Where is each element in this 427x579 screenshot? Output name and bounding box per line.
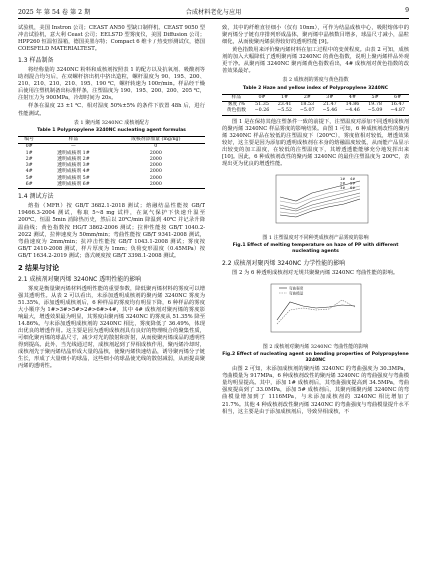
- fig2-legend-label: 弯曲强度: [288, 285, 303, 290]
- conditioning-paragraph: 样条在温度 23 ±1 ℃、相对湿度 50%±5% 的条件下放置 48h 后，进行性能测试。: [18, 103, 205, 117]
- fig1-series-line: [280, 186, 360, 204]
- transparency-paragraph: 雾度是衡量聚丙烯材料透明性能的重要参数，降低聚丙烯材料的雾度可以增强其透明性。从表 2 可以看出，未添加透明成核剂的聚丙烯 3240NC 雾度为 51.35%，添加透明成核剂后，6 种样品的雾度均有明显下降，6 种样品的雾度大小顺序为 1#>3#>5#>2#>6#>4#，其中 4# 成核剂对聚丙烯的雾度影响最大，增透效果最为明显，其雾度由聚丙烯 3240NC 的雾度从 51.35% 降至 14.86%。与未添加透明成核剂的 3240NC 相比，雾度降低了 36.49%，体现出优良的增透作用。这主要是因为透明成核剂具有良好的物理吸合的聚集性质，可细化聚丙烯的球晶尺寸，减少对光的散射和折射，从而使聚丙烯成品的透明性得到提高。此外，当光线通过时，成核剂起到了异相成核作用，聚丙烯冷却时，成核剂先于聚丙烯结晶形成大量的晶核，使聚丙烯快速结晶，诱导聚丙烯分子链生长，形成了大量细小的球晶，这些细小的球晶使光线的散射减弱，从而提高聚丙烯的透明性。: [18, 285, 205, 370]
- fig1-discussion-paragraph: 图 1 是在保持其他注塑条件一致的前提下，注塑温度对添加不同透明成核剂的聚丙烯 3240NC 样品雾度的影响结果。由图 1 可知，6 种成核剂改性的聚丙烯 3240NC 样品在较低的注塑温度下（200℃），雾度值相对较低，增透效果较好，这主要是因为添加的透明成核剂在本身的熔融温度较低，从而能产品显示出较变的加工温度，在较低的注塑温度下，其增透透能能够充分地发挥出来 [10]。因此，6 种成核剂改性的聚丙烯 3240NC 的最佳注塑温度为 200℃，表现出更为优良的增透性能。: [222, 118, 409, 167]
- fig2-bending-strength-line: [277, 302, 355, 320]
- table2-haze-yellow: 样品 0# 1# 2# 3# 4# 5# 6# 雾度 /% 51.35 23.41 18.53 21.47 14.86 19.78 16.47 黄色指数 −0.26 −5.52 −5.07 −5.46 −4.46 −5.09 −4.87: [222, 94, 409, 116]
- fig1-legend-label: 6#: [349, 185, 355, 190]
- table-row: 4# 透明成核剂 4# 2000: [25, 169, 162, 175]
- fig2-caption-cn: 图 2 成核剂对聚丙烯 3240NC 弯曲性能的影响: [262, 343, 369, 350]
- table-row: 2# 透明成核剂 2# 2000: [25, 156, 162, 162]
- continued-paragraph: 致，其中的纤维直径细小（仅有 10nm），可作为结晶成核中心，吸附熔体中的聚丙烯分子链有序排列形成晶体，聚丙烯中晶核数目增多，球晶尺寸减小，晶粒细化，从而使聚丙烯获得较好的透明性能 [9]。: [222, 25, 409, 46]
- sample-prep-paragraph: 将经称量的 3240NC 粉料和成核剂按照表 1 的配方以及抗氧剂、吸酸剂等助剂混合均匀后，在双螺杆挤出机中挤出造粒，螺杆温度为 90、195、200、210、210、210、210、195、190 ℃，螺杆转速为 100r/min。样品经干燥后使用注塑机制备出标准样条，注塑温度为 190、195、200、200、205 ℃，注射压力为 900MPa，冷却时间为 20s。: [18, 67, 205, 102]
- yellow-index-paragraph: 黄色指数用来评价聚丙烯材料在加工过程中的变黄程度。由表 2 可知，成核剂的加入大幅降低了透明聚丙烯 3240NC 的黄色指数，说明上聚丙烯样品外观更干净。从聚丙烯 3240NC 聚丙烯黄色指数看出，4# 成核剂对黄色指数的改善效果最好。: [222, 47, 409, 75]
- table-row: 0# — 0: [25, 144, 158, 150]
- fig1-legend-label: 3#: [339, 185, 345, 190]
- issue-info: 2025 年 第 54 卷 第 2 期: [18, 9, 91, 16]
- test-methods-paragraph: 熔指（MFR）按 GB/T 3682.1-2018 测试；熔融结晶性能按 GB/T 19466.3-2004 测试，称取 5~8 mg 试样，在氮气保护下快速升温至 200℃，恒温 5min 消除热历史，然后以 20℃/min 降温到 40℃ 并记录升降温曲线；黄色指数按 HG/T 3862-2006 测试；拉伸性能按 GB/T 1040.2-2022 测试，拉伸速度为 50mm/min；弯曲性能按 GB/T 9341-2008 测试，弯曲速度为 2mm/min；抗冲击性能按 GB/T 1043.1-2008 测试；雾度按 GB/T 2410-2008 测试，样片厚度为 1mm；负荷变形温度（0.45MPa）按 GB/T 1634.2-2019 测试；落式硬度按 GB/T 3398.1-2008 测试。: [18, 203, 205, 259]
- table-row: 1# 透明成核剂 1# 2000: [25, 150, 162, 156]
- fig1-series-line: [280, 181, 360, 201]
- fig2-legend-label: 弯曲模量: [288, 290, 303, 295]
- right-column: [222, 25, 409, 417]
- table2-caption-en: Table 2 Haze and yellow index of Polypropylene 3240NC: [242, 85, 389, 91]
- table1-caption-cn: 表 1 聚丙烯 3240NC 成核剂配方: [73, 119, 150, 126]
- section-2-2-title: 2.2 成核剂对聚丙烯 3240NC 力学性能的影响: [222, 259, 346, 267]
- table1-header: 样品: [40, 136, 106, 143]
- fig1-legend-label: 4#: [349, 176, 355, 181]
- table2-caption-cn: 表 2 成核剂的雾度与黄色指数: [282, 77, 349, 84]
- table1-caption-en: Table 1 Polypropylene 3240NC nucleating agent formulas: [37, 127, 186, 133]
- fig1-caption-en: Fig.1 Effect of melting temperature on haze of PP with different nucleating agents: [232, 243, 399, 255]
- fig1-legend-label: 2#: [339, 181, 345, 186]
- table1-formulas: [18, 136, 205, 189]
- table-row: 6# 透明成核剂 6# 2000: [18, 182, 205, 189]
- table1-header: 编号: [18, 136, 40, 143]
- table-row: 3# 透明成核剂 3# 2000: [25, 163, 162, 169]
- page-number: 9: [405, 7, 409, 14]
- table-row: 5# 透明成核剂 5# 2000: [25, 175, 162, 181]
- section-1-3-title: 1.3 样品制备: [18, 57, 54, 65]
- fig1-legend-label: 1#: [339, 176, 345, 181]
- bending-discussion-paragraph: 由图 2 可知，未添加成核剂的聚丙烯 3240NC 的弯曲强度为 30.3MPa，弯曲模量为 917MPa，6 种成核剂改性的聚丙烯 3240NC 的弯曲强度与弯曲模量均明显提高。其中，添加 1# 成核剂后，其弯曲强度提高到 34.5MPa，弯曲强度提高到了 33.0MPa，添加 5# 成核剂后，其聚丙烯聚丙烯 3240NC 的弯曲模量增加到了 1116MPa，与未添加成核剂的 3240NC 相比增加了 21.7%。其他 4 种成核剂改性聚丙烯 3240NC 的弯曲强度与弯曲模量提升水平相当，这主要是由于添加成核剂后，导致异相成核，不: [222, 366, 409, 415]
- section-2-1-title: 2.1 成核剂对聚丙烯 3240NC 透明性能的影响: [18, 275, 142, 283]
- section-1-4-title: 1.4 测试方法: [18, 193, 54, 201]
- table1-header: 成核剂添加量 (mg/kg): [107, 136, 205, 143]
- table-row: 雾度 /% 51.35 23.41 18.53 21.47 14.86 19.78 16.47: [227, 102, 405, 108]
- left-column: [18, 25, 205, 371]
- section-2-title: 2 结果与讨论: [18, 263, 60, 272]
- fig2-caption-en: Fig.2 Effect of nucleating agent on bending properties of Polypropylene 3240NC: [222, 351, 409, 364]
- fig1-haze-vs-temperature-chart: [260, 171, 372, 233]
- intro-paragraph: 试验机，美国 Instron 公司；CEAST AN50 型缺口制样机、CEAST 9050 型冲击试验机，意大利 Ceast 公司；EELS7D 型雾度仪，美国 Diffusion 公司；HPP260 恒温恒湿箱，德国美墨尔特；Compact 6 维卡 / 热变形测试仪，德国 COESFELD MATERIALTEST。: [18, 25, 205, 53]
- fig1-legend-label: 5#: [349, 181, 355, 186]
- fig1-caption-cn: 图 1 注塑温度对不同种类成核剂产品雾度的影响: [262, 234, 369, 241]
- journal-name: 合成材料老化与应用: [185, 9, 242, 16]
- bending-intro-paragraph: 图 2 为 6 种透明成核剂对无规共聚聚丙烯 3240NC 弯曲性能的影响。: [232, 269, 399, 276]
- table-row: 黄色指数 −0.26 −5.52 −5.07 −5.46 −4.46 −5.09 −4.87: [222, 108, 409, 115]
- fig2-bending-properties-chart: [257, 280, 375, 342]
- page-header: [18, 6, 409, 19]
